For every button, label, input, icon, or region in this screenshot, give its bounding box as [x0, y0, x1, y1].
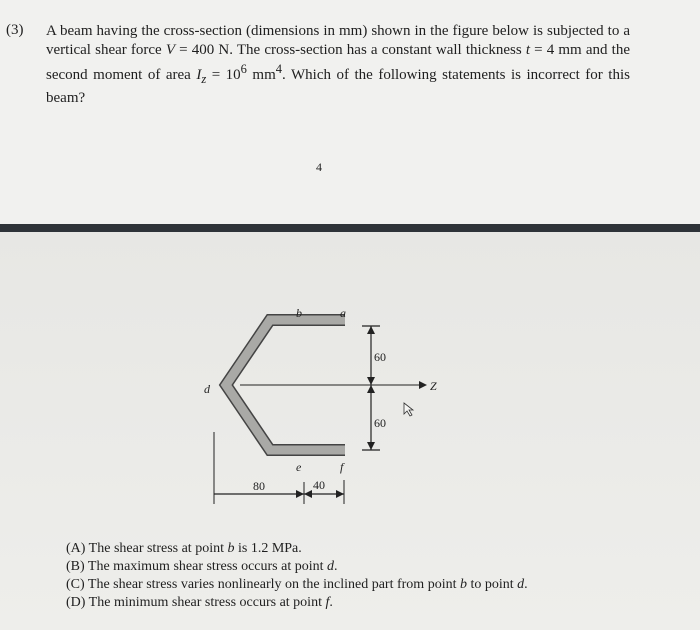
option-b: (B) The maximum shear stress occurs at point d.	[66, 559, 338, 574]
page-number: 4	[316, 160, 322, 174]
dim-60-top: 60	[374, 350, 386, 364]
point-e-label: e	[296, 460, 302, 474]
question-text: A beam having the cross-section (dimensions in mm) shown in the figure below is subjected to a vertical shear force V = 400 N. The cross-section has a constant wall thickness t = 4 mm and the second moment of area $I_z = 10^6$ $mm^4$. Which of the following statements is incorrect for this beam?	[46, 23, 630, 106]
option-d: (D) The minimum shear stress occurs at point f.	[66, 595, 333, 610]
answer-options	[66, 540, 528, 612]
point-a-label: a	[340, 306, 346, 320]
cursor-icon	[404, 403, 413, 416]
dim-40: 40	[313, 478, 325, 492]
dim-60-bottom: 60	[374, 416, 386, 430]
point-d-label: d	[204, 382, 210, 396]
dim-80: 80	[253, 479, 265, 493]
option-a: (A) The shear stress at point b is 1.2 MPa.	[66, 541, 302, 556]
point-f-label: f	[340, 460, 344, 474]
question-number: (3)	[6, 22, 24, 38]
option-c: (C) The shear stress varies nonlinearly on the inclined part from point b to point d.	[66, 577, 528, 592]
point-b-label: b	[296, 306, 302, 320]
axis-z-label: Z	[430, 379, 437, 393]
